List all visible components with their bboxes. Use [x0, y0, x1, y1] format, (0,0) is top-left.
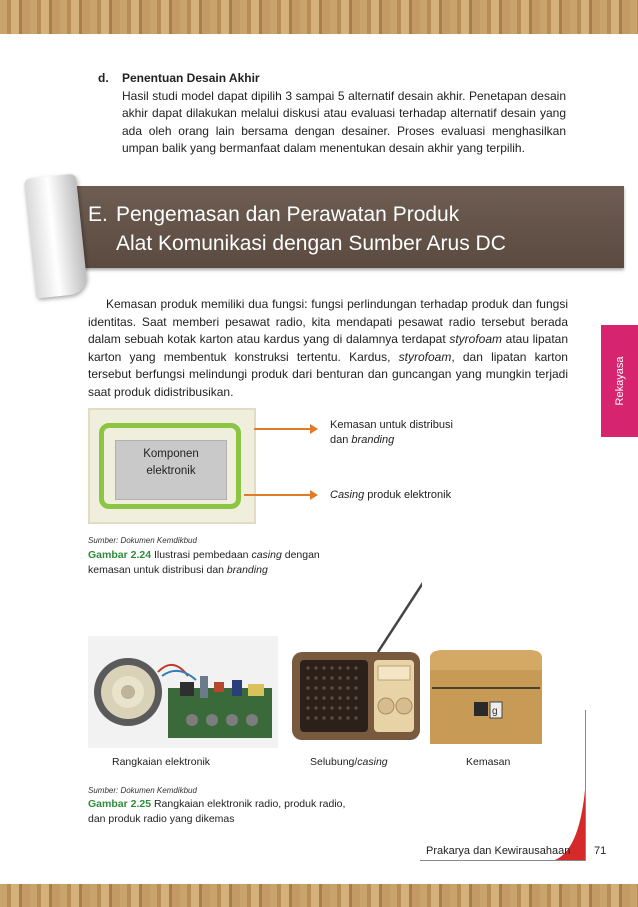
paragraph-em2: styrofoam	[398, 349, 452, 364]
packaging-label-and: dan	[330, 434, 352, 446]
fig24-caption	[88, 548, 320, 578]
chapter-side-tab	[601, 325, 638, 437]
footer-book-title: Prakarya dan Kewirausahaan	[426, 845, 571, 857]
fig24-em2: branding	[226, 564, 268, 576]
packaging-label-branding: branding	[351, 434, 395, 446]
circuit-photo	[88, 636, 278, 748]
section-title-line1: Pengemasan dan Perawatan Produk	[116, 203, 460, 226]
svg-text:g: g	[492, 706, 498, 717]
fig25-text1: Rangkaian elektronik radio, produk radio,	[151, 798, 346, 810]
paragraph-text	[88, 296, 568, 401]
item-d-letter: d.	[98, 71, 109, 85]
packaging-photo-label: Kemasan	[466, 756, 511, 768]
paragraph-em1: styrofoam	[449, 332, 502, 346]
body-paragraph	[88, 296, 568, 401]
paragraph-part1: Kemasan produk memiliki dua fungsi: fungsi perlindungan terhadap produk dan fungsi identitas. Saat memberi pesawat radio, kita mendapati pesawat radio tersebut berada dalam sebuah kotak karton atau kardus yang di dalamnya terdapat	[88, 297, 568, 346]
section-letter: E.	[88, 203, 108, 226]
fig24-text1: Ilustrasi pembedaan	[151, 549, 252, 561]
side-tab-label: Rekayasa	[613, 356, 626, 406]
item-d-title: Penentuan Desain Akhir	[122, 71, 260, 85]
casing-photo-label-text: Selubung/	[310, 756, 358, 768]
fig24-number: Gambar 2.24	[88, 549, 152, 561]
fig24-em1: casing	[251, 549, 282, 561]
footer-horizontal-rule	[420, 860, 586, 861]
radio-casing-photo	[290, 568, 422, 750]
fig24-caption-line1	[88, 548, 320, 563]
packaging-label-line2	[330, 433, 453, 448]
casing-label	[330, 488, 451, 503]
bottom-wood-border	[0, 884, 638, 907]
packaging-label-line1: Kemasan untuk distribusi	[330, 419, 453, 431]
fig24-caption-line2	[88, 563, 320, 578]
item-d-text: Hasil studi model dapat dipilih 3 sampai 5 alternatif desain akhir. Penetapan desain akhir dapat dilakukan melalui diskusi atau evaluasi terhadap alternatif desain yang ada oleh orang lain bersama dengan desainer. Proses evaluasi menghasilkan umpan balik yang bermanfaat dalam menentukan desain akhir yang terpilih.	[122, 88, 566, 155]
components-line1: Komponen	[143, 448, 199, 460]
components-line2: elektronik	[146, 465, 196, 477]
fig25-source: Sumber: Dokumen Kemdikbud	[88, 786, 197, 795]
section-title	[88, 200, 506, 258]
components-box	[115, 440, 227, 500]
packaging-label	[330, 418, 453, 448]
cardboard-box-photo	[424, 648, 548, 748]
section-title-line2: Alat Komunikasi dengan Sumber Arus DC	[116, 232, 506, 255]
fig25-caption	[88, 797, 345, 827]
paragraph-part3: , dan lipatan karton tersebut berfungsi melindungi produk dari benturan dan guncangan yang mungkin terjadi saat produk didistribusikan.	[88, 349, 568, 399]
casing-photo-label	[310, 756, 388, 768]
fig24-text2: dengan	[281, 549, 320, 561]
page-number: 71	[594, 845, 607, 857]
arrow-to-packaging-label	[254, 428, 316, 430]
top-wood-border	[0, 0, 638, 34]
casing-photo-label-em: casing	[357, 756, 388, 768]
fig24-source: Sumber: Dokumen Kemdikbud	[88, 536, 197, 545]
fig25-number: Gambar 2.25	[88, 798, 152, 810]
paragraph-part2: atau lipatan karton yang membentuk konstruksi tertentu. Kardus,	[88, 332, 568, 364]
casing-label-text: produk elektronik	[364, 489, 452, 501]
fig25-caption-line1	[88, 797, 345, 812]
fig24-text3: kemasan untuk distribusi dan	[88, 564, 227, 576]
casing-label-em: Casing	[330, 489, 365, 501]
circuit-label: Rangkaian elektronik	[112, 756, 211, 768]
footer-vertical-rule	[585, 710, 586, 860]
fig25-caption-line2: dan produk radio yang dikemas	[88, 813, 235, 825]
item-d-section	[98, 70, 566, 158]
arrow-to-casing-label	[244, 494, 316, 496]
